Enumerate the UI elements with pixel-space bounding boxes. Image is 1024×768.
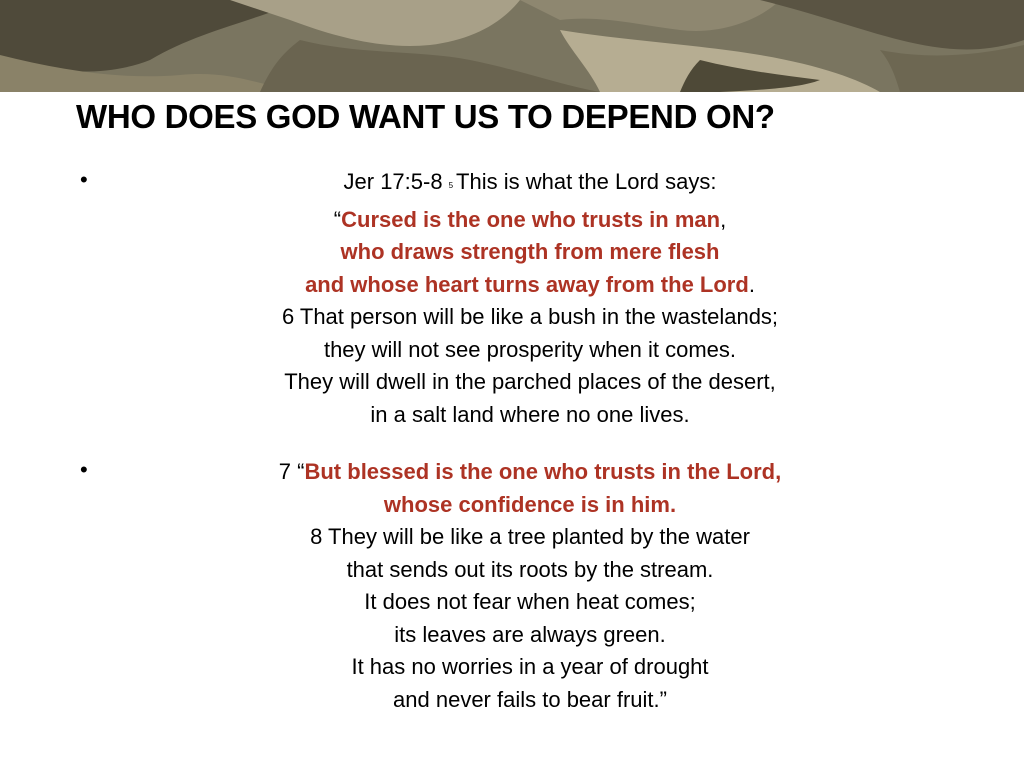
verse-line-7: It has no worries in a year of drought <box>351 654 709 679</box>
bullet-2: • <box>80 457 88 482</box>
verse-line-2 <box>120 204 940 237</box>
verse-line-4: that sends out its roots by the stream. <box>346 556 714 582</box>
verse-prefix: 7 “ <box>278 459 305 484</box>
passage-jer-17-5-6 <box>120 166 940 431</box>
bullet-1: • <box>80 167 88 192</box>
verse-line-3: who draws strength from mere flesh <box>340 239 720 264</box>
punctuation: , <box>720 206 727 232</box>
verse-line-5: It does not fear when heat comes; <box>364 589 696 614</box>
verse-line-8: and never fails to bear fruit.” <box>393 686 667 712</box>
verse-intro: This is what the Lord says: <box>456 169 717 194</box>
emphasis-text: Cursed is the one who trusts in man <box>341 206 721 232</box>
passage-jer-17-7-8 <box>120 456 940 716</box>
camouflage-banner <box>0 0 1024 92</box>
camouflage-texture-image <box>0 0 1024 92</box>
verse-line-1 <box>120 456 940 489</box>
punctuation: . <box>748 271 755 297</box>
verse-number: 5 <box>448 181 454 190</box>
scripture-reference: Jer 17:5-8 <box>343 169 443 194</box>
verse-line-6: they will not see prosperity when it comes. <box>323 336 737 362</box>
verse-line-4 <box>120 269 940 302</box>
slide-title: WHO DOES GOD WANT US TO DEPEND ON? <box>76 98 775 135</box>
verse-line-6: its leaves are always green. <box>394 621 666 647</box>
verse-line-3: 8 They will be like a tree planted by the water <box>310 524 750 549</box>
verse-line-5: 6 That person will be like a bush in the wastelands; <box>281 304 779 329</box>
verse-line-2: whose confidence is in him. <box>383 491 677 517</box>
verse-line-7: They will dwell in the parched places of the desert, <box>284 369 776 394</box>
verse-line-1 <box>120 166 940 204</box>
emphasis-text: and whose heart turns away from the Lord <box>305 271 749 297</box>
verse-line-8: in a salt land where no one lives. <box>370 401 690 427</box>
emphasis-text: But blessed is the one who trusts in the Lord, <box>304 459 782 484</box>
open-quote: “ <box>333 206 342 232</box>
